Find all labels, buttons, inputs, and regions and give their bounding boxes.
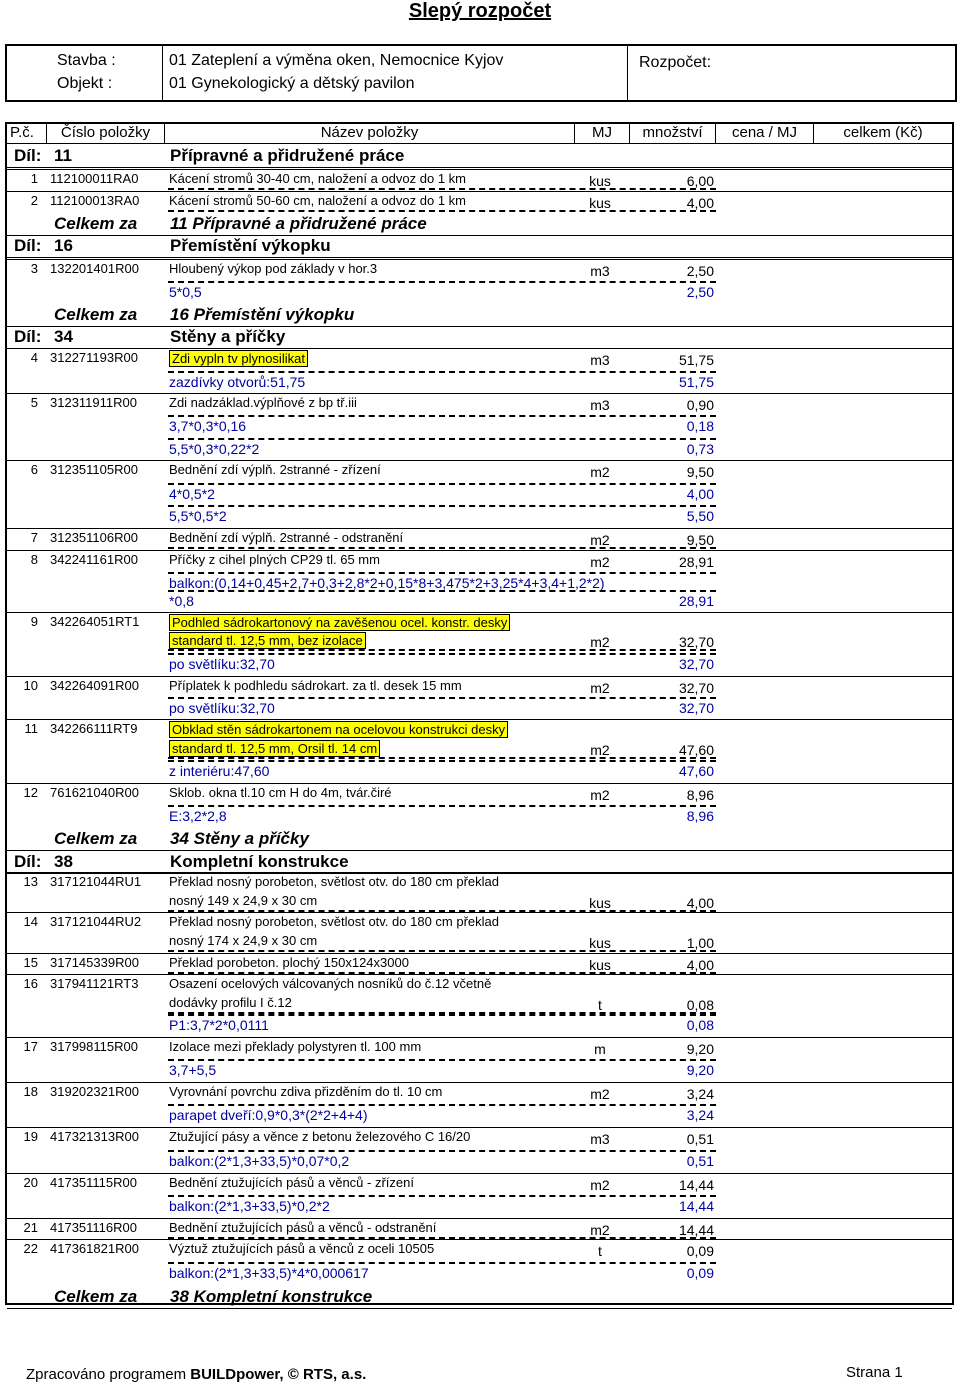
calc-value: 0,09 [686,1265,714,1281]
item-number: 4 [30,350,38,365]
objekt-value: 01 Gynekologický a dětský pavilon [169,75,415,92]
row-divider [7,1218,952,1219]
item-unit: m2 [590,1177,610,1193]
item-code: 417351115R00 [50,1175,137,1190]
item-name: Kácení stromů 50-60 cm, naložení a odvoz do 1 km [169,193,466,208]
item-name: Bednění zdí výplň. 2stranné - odstranění [169,530,404,545]
col-name: Název položky [165,122,575,144]
item-number: 14 [23,914,38,929]
item-unit: m3 [590,1131,610,1147]
row-divider [7,612,952,613]
item-code: 312351106R00 [50,530,138,545]
calc-dashed-line [168,653,716,655]
calc-value: 28,91 [678,593,714,609]
item-code: 342266111RT9 [50,721,138,736]
item-code: 342241161R00 [50,552,138,567]
item-name: Sklob. okna tl.10 cm H do 4m, tvár.čiré [169,785,392,800]
dil-code: 11 [54,146,72,165]
item-number: 2 [30,193,38,208]
item-quantity: 14,44 [678,1177,714,1193]
item-name: Obklad stěn sádrokartonem na ocelovou konstrukci desky [169,721,508,738]
calc-value: 0,51 [686,1153,714,1169]
item-unit: m2 [590,554,610,570]
item-unit: kus [589,895,611,911]
item-number: 8 [30,552,38,567]
item-unit: m3 [590,397,610,413]
dil-label: Díl: [14,327,42,346]
item-unit: m2 [590,742,610,758]
calc-value: 9,20 [686,1062,714,1078]
calc-value: 0,08 [686,1017,714,1033]
item-name: Vyrovnání povrchu zdiva přizděním do tl. 10 cm [169,1084,443,1099]
col-mj: MJ [575,122,630,144]
row-divider [7,1308,952,1309]
item-unit: m2 [590,1222,610,1238]
calc-expression: 5*0,5 [169,284,202,300]
col-total: celkem (Kč) [814,122,952,144]
item-name-continued: standard tl. 12,5 mm, Orsil tl. 14 cm [169,740,380,757]
row-divider [7,348,952,349]
item-code: 761621040R00 [50,785,139,800]
row-divider [7,257,952,258]
item-quantity: 32,70 [678,680,714,696]
item-unit: m3 [590,352,610,368]
row-divider [7,167,952,168]
item-quantity: 1,00 [686,935,714,951]
stavba-value: 01 Zateplení a výměna oken, Nemocnice Kyjov [169,52,504,69]
calc-value: 47,60 [678,763,714,779]
item-name: Překlad porobeton. plochý 150x124x3000 [169,955,409,970]
calc-dashed-line [168,1104,716,1106]
calc-expression: parapet dveří:0,9*0,3*(2*2+4+4) [169,1107,368,1123]
calc-dashed-line [168,572,716,574]
calc-dashed-line [168,805,716,807]
dil-name: Stěny a příčky [170,327,286,346]
calc-dashed-line [168,590,716,592]
item-name: Zdi nadzáklad.výplňové z bp tř.iii [169,395,357,410]
row-divider [7,550,952,551]
item-quantity: 47,60 [678,742,714,758]
item-number: 5 [30,395,38,410]
item-number: 11 [24,721,38,736]
item-name-continued: dodávky profilu I č.12 [169,995,292,1010]
item-unit: m3 [590,263,610,279]
calc-dashed-line [168,438,716,440]
dil-name: Přípravné a přidružené práce [170,146,405,165]
item-number: 6 [30,462,38,477]
calc-expression: balkon:(2*1,3+33,5)*4*0,000617 [169,1265,369,1281]
calc-expression: zazdívky otvorů:51,75 [169,374,306,390]
item-name: Bednění ztužujících pásů a věnců - zřízení [169,1175,414,1190]
item-number: 17 [23,1039,38,1054]
item-quantity: 32,70 [678,634,714,650]
row-divider [7,326,952,327]
item-name: Kácení stromů 30-40 cm, naložení a odvoz do 1 km [169,171,466,186]
calc-dashed-line [168,697,716,699]
calc-expression: 5,5*0,3*0,22*2 [169,441,260,457]
calc-value: 4,00 [686,486,714,502]
row-divider [7,676,952,677]
calc-dashed-line [168,210,716,212]
calc-dashed-line [168,1195,716,1197]
item-quantity: 0,08 [686,997,714,1013]
item-number: 13 [23,874,38,889]
item-number: 21 [23,1220,38,1235]
calc-dashed-line [168,547,716,549]
calc-dashed-line [168,1150,716,1152]
row-divider [7,528,952,529]
item-quantity: 0,90 [686,397,714,413]
item-quantity: 0,51 [686,1131,714,1147]
calc-dashed-line [168,760,716,762]
item-name: Izolace mezi překlady polystyren tl. 100 mm [169,1039,422,1054]
calc-value: 32,70 [678,656,714,672]
item-unit: t [598,1243,602,1259]
item-code: 317121044RU1 [50,874,142,889]
item-quantity: 6,00 [686,173,714,189]
dil-code: 38 [54,852,73,871]
row-divider [7,235,952,236]
col-price: cena / MJ [716,122,814,144]
item-number: 3 [30,261,38,276]
item-code: 417351116R00 [50,1220,137,1235]
calc-dashed-line [168,415,716,417]
item-code: 319202321R00 [50,1084,139,1099]
row-divider [7,259,952,260]
calc-dashed-line [168,1014,716,1016]
item-quantity: 9,50 [686,464,714,480]
row-divider [7,719,952,720]
calc-dashed-line [168,950,716,952]
item-quantity: 4,00 [686,895,714,911]
calc-expression: 3,7*0,3*0,16 [169,418,247,434]
dil-code: 34 [54,327,73,346]
item-unit: m2 [590,532,610,548]
item-quantity: 28,91 [678,554,714,570]
dil-name: Kompletní konstrukce [170,852,349,871]
calc-value: 5,50 [686,508,714,524]
calc-expression: 4*0,5*2 [169,486,215,502]
celkem-label: Celkem za [54,214,138,233]
item-number: 12 [23,785,38,800]
celkem-label: Celkem za [54,305,138,324]
footer-credit: Zpracováno programem BUILDpower, © RTS, a.s. [26,1366,367,1383]
item-code: 317998115R00 [50,1039,138,1054]
calc-dashed-line [168,281,716,283]
item-unit: m2 [590,787,610,803]
calc-dashed-line [168,649,716,651]
item-number: 1 [30,171,38,186]
row-divider [7,191,952,192]
calc-dashed-line [168,188,716,190]
celkem-name: 11 Přípravné a přidružené práce [170,214,427,233]
item-quantity: 4,00 [686,195,714,211]
objekt-label: Objekt : [57,75,113,92]
row-divider [7,912,952,913]
dil-code: 16 [54,236,73,255]
item-number: 10 [23,678,38,693]
rozpocet-label: Rozpočet: [639,54,712,71]
celkem-label: Celkem za [54,829,138,848]
item-name: Příčky z cihel plných CP29 tl. 65 mm [169,552,380,567]
item-unit: kus [589,935,611,951]
item-unit: kus [589,957,611,973]
item-code: 342264091R00 [50,678,139,693]
item-quantity: 9,20 [686,1041,714,1057]
row-divider [7,850,952,851]
item-number: 16 [23,976,38,991]
row-divider [7,169,952,170]
calc-dashed-line [168,483,716,485]
row-divider [7,460,952,461]
item-name: Ztužující pásy a věnce z betonu železového C 16/20 [169,1129,471,1144]
calc-value: 14,44 [678,1198,714,1214]
item-code: 317145339R00 [50,955,139,970]
dil-label: Díl: [14,236,42,255]
dil-label: Díl: [14,852,42,871]
calc-expression: balkon:(2*1,3+33,5)*0,2*2 [169,1198,330,1214]
item-unit: kus [589,195,611,211]
calc-value: 0,18 [686,418,714,434]
celkem-label: Celkem za [54,1287,138,1306]
item-name: Překlad nosný porobeton, světlost otv. do 180 cm překlad [169,874,500,889]
calc-value: 8,96 [686,808,714,824]
col-qty: množství [630,122,716,144]
calc-value: 3,24 [686,1107,714,1123]
row-divider [7,1173,952,1174]
item-name: Překlad nosný porobeton, světlost otv. do 180 cm překlad [169,914,500,929]
item-name: Bednění zdí výplň. 2stranné - zřízení [169,462,381,477]
item-code: 112100011RA0 [50,171,139,186]
item-number: 20 [23,1175,38,1190]
item-unit: m [594,1041,606,1057]
calc-dashed-line [168,505,716,507]
item-name-continued: nosný 149 x 24,9 x 30 cm [169,893,318,908]
item-code: 417321313R00 [50,1129,139,1144]
dil-label: Díl: [14,146,42,165]
item-unit: kus [589,173,611,189]
item-unit: t [598,997,602,1013]
stavba-label: Stavba : [57,52,116,69]
item-number: 7 [30,530,38,545]
calc-dashed-line [168,1059,716,1061]
item-quantity: 9,50 [686,532,714,548]
calc-expression: P1:3,7*2*0,0111 [169,1017,269,1033]
item-code: 317121044RU2 [50,914,142,929]
item-name: Hloubený výkop pod základy v hor.3 [169,261,378,276]
row-divider [7,872,952,873]
item-quantity: 8,96 [686,787,714,803]
calc-value: 0,73 [686,441,714,457]
item-quantity: 0,09 [686,1243,714,1259]
calc-dashed-line [168,1262,716,1264]
row-divider [7,953,952,954]
calc-expression: po světlíku:32,70 [169,656,275,672]
item-quantity: 2,50 [686,263,714,279]
calc-expression: po světlíku:32,70 [169,700,275,716]
item-number: 19 [23,1129,38,1144]
celkem-name: 38 Kompletní konstrukce [170,1287,373,1306]
item-code: 317941121RT3 [50,976,139,991]
calc-expression: z interiéru:47,60 [169,763,270,779]
item-code: 417361821R00 [50,1241,139,1256]
item-number: 22 [23,1241,38,1256]
calc-dashed-line [168,757,716,759]
dil-name: Přemístění výkopku [170,236,331,255]
calc-expression: E:3,2*2,8 [169,808,227,824]
calc-dashed-line [168,371,716,373]
page-title: Slepý rozpočet [408,0,552,22]
footer-page: Strana 1 [846,1364,903,1381]
row-divider [7,393,952,394]
row-divider [7,1239,952,1240]
item-unit: m2 [590,1086,610,1102]
item-quantity: 14,44 [678,1222,714,1238]
item-name-continued: standard tl. 12,5 mm, bez izolace [169,632,366,649]
celkem-name: 16 Přemístění výkopku [170,305,355,324]
col-code: Číslo položky [47,122,165,144]
calc-expression: 5,5*0,5*2 [169,508,227,524]
item-unit: m2 [590,464,610,480]
header-box [5,44,957,102]
item-code: 342264051RT1 [50,614,140,629]
item-code: 312271193R00 [50,350,138,365]
item-number: 15 [23,955,38,970]
calc-value: 2,50 [686,284,714,300]
item-name: Bednění ztužujících pásů a věnců - odstranění [169,1220,437,1235]
item-code: 312351105R00 [50,462,138,477]
row-divider [7,974,952,975]
item-name-continued: nosný 174 x 24,9 x 30 cm [169,933,318,948]
row-divider [7,1127,952,1128]
row-divider [7,1082,952,1083]
item-quantity: 3,24 [686,1086,714,1102]
row-divider [7,1037,952,1038]
item-code: 312311911R00 [50,395,137,410]
item-unit: m2 [590,634,610,650]
item-quantity: 4,00 [686,957,714,973]
calc-expression: *0,8 [169,593,194,609]
item-number: 9 [30,614,38,629]
item-name: Výztuž ztužujících pásů a věnců z oceli 10505 [169,1241,435,1256]
row-divider [7,783,952,784]
calc-value: 51,75 [678,374,714,390]
calc-expression: 3,7+5,5 [169,1062,217,1078]
item-number: 18 [23,1084,38,1099]
item-name: Zdi vypln tv plynosilikat [169,350,308,367]
col-pc: P.č. [7,122,47,144]
item-name: Podhled sádrokartonový na zavěšenou ocel. konstr. desky [169,614,510,631]
item-name: Osazení ocelových válcovaných nosníků do č.12 včetně [169,976,492,991]
item-unit: m2 [590,680,610,696]
calc-expression: balkon:(2*1,3+33,5)*0,07*0,2 [169,1153,350,1169]
item-code: 132201401R00 [50,261,139,276]
celkem-name: 34 Stěny a příčky [170,829,309,848]
calc-expression: balkon:(0,14+0,45+2,7+0,3+2,8*2+0,15*8+3,475*2+3,25*4+3,4+1,2*2) [169,575,605,591]
item-code: 112100013RA0 [50,193,140,208]
item-name: Příplatek k podhledu sádrokart. za tl. desek 15 mm [169,678,462,693]
calc-value: 32,70 [678,700,714,716]
item-quantity: 51,75 [678,352,714,368]
